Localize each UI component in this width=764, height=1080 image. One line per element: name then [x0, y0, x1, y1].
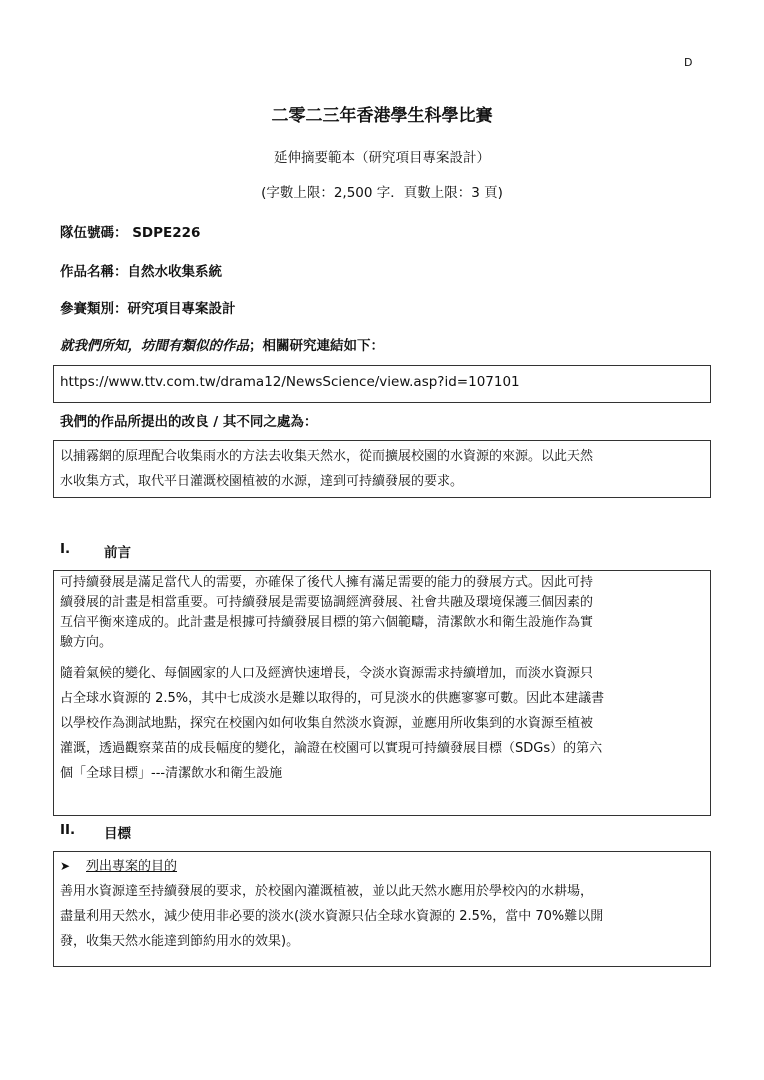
s1p2-line: 占全球水資源的 2.5%，其中七成淡水是難以取得的，可見淡水的供應寥寥可數。因此本建議書: [60, 691, 605, 706]
section2-number: II.: [60, 822, 76, 838]
project-name-label: 作品名稱：: [60, 264, 128, 280]
word-limit-note: (字數上限：2,500 字．頁數上限：3 頁): [261, 185, 503, 201]
category-line: [60, 297, 236, 317]
improvement-line-2: 水收集方式，取代平日灌溉校園植被的水源，達到可持續發展的要求。: [60, 474, 464, 489]
improvement-box: [53, 440, 711, 498]
corner-mark: D: [684, 56, 693, 69]
objective-line: 盡量利用天然水，減少使用非必要的淡水(淡水資源只佔全球水資源的 2.5%，當中 70%難以開: [60, 909, 604, 924]
objective-line: 發，收集天然水能達到節約用水的效果)。: [60, 934, 300, 949]
category-value: 研究項目專案設計: [127, 301, 236, 317]
category-label: 參賽類別：: [60, 301, 128, 317]
improvement-heading: 我們的作品所提出的改良 / 其不同之處為：: [60, 414, 318, 430]
s1p1-line: 可持續發展是滿足當代人的需要，亦確保了後代人擁有滿足需要的能力的發展方式。因此可持: [60, 575, 594, 590]
similar-works-rest: ；相關研究連結如下：: [249, 338, 384, 354]
team-id-label: 隊伍號碼：: [60, 225, 128, 241]
reference-url: https://www.ttv.com.tw/drama12/NewsScience/view.asp?id=107101: [60, 374, 520, 390]
page-subtitle: 延伸摘要範本（研究項目專案設計）: [274, 150, 490, 166]
objective-bullet-title: 列出專案的目的: [86, 859, 178, 874]
section1-paragraph-1: [60, 573, 704, 653]
section2-box: [53, 851, 711, 967]
section1-paragraph-2: [60, 661, 704, 786]
url-box: [53, 365, 711, 403]
section2-title: 目標: [104, 826, 131, 842]
section1-title: 前言: [104, 545, 131, 561]
improvement-line-1: 以捕霧網的原理配合收集雨水的方法去收集天然水，從而擴展校園的水資源的來源。以此天然: [60, 449, 594, 464]
section1-number: I.: [60, 541, 71, 557]
s1p1-line: 互信平衡來達成的。此計畫是根據可持續發展目標的第六個範疇，清潔飲水和衛生設施作為實: [60, 615, 594, 630]
similar-works-lead: 就我們所知，坊間有類似的作品: [60, 338, 249, 354]
s1p1-line: 續發展的計畫是相當重要。可持續發展是需要協調經濟發展、社會共融及環境保護三個因素的: [60, 595, 594, 610]
s1p1-line: 驗方向。: [60, 635, 113, 650]
arrow-bullet-icon: ➤: [60, 859, 71, 873]
project-name-line: [60, 260, 222, 280]
team-id-line: [60, 221, 200, 241]
page-title: 二零二三年香港學生科學比賽: [271, 106, 493, 126]
s1p2-line: 灌溉，透過觀察菜苗的成長幅度的變化，論證在校園可以實現可持續發展目標（SDGs）的第六: [60, 741, 603, 756]
similar-works-line: [60, 334, 384, 354]
s1p2-line: 個「全球目標」---清潔飲水和衛生設施: [60, 766, 283, 781]
section1-box: [53, 570, 711, 816]
team-id-value: SDPE226: [127, 225, 201, 241]
s1p2-line: 以學校作為測試地點，探究在校園內如何收集自然淡水資源，並應用所收集到的水資源至植被: [60, 716, 594, 731]
s1p2-line: 隨着氣候的變化、每個國家的人口及經濟快速增長，令淡水資源需求持續增加，而淡水資源只: [60, 666, 594, 681]
project-name-value: 自然水收集系統: [127, 264, 222, 280]
objective-line: 善用水資源達至持續發展的要求，於校園內灌溉植被，並以此天然水應用於學校內的水耕場，: [60, 884, 594, 899]
objective-bullet: [60, 854, 704, 879]
